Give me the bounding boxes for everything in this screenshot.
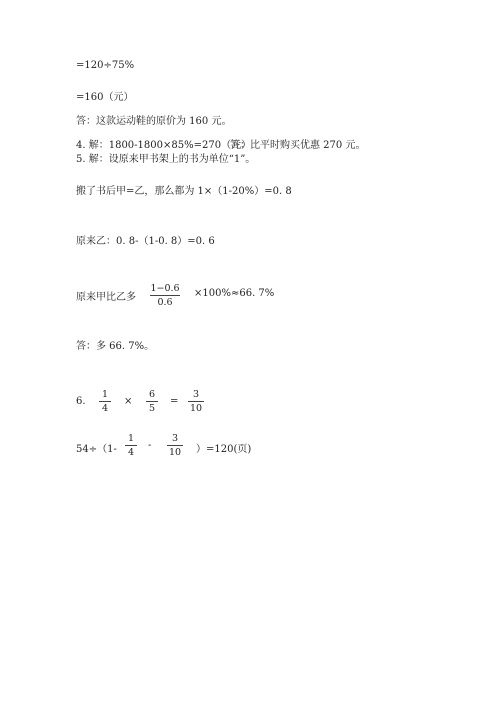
equation-line-1: =120÷75%: [76, 60, 135, 71]
fraction-bar: [125, 445, 137, 446]
fraction-numerator: 6: [148, 389, 156, 400]
fraction-10c: [188, 389, 204, 414]
fraction-bar: [150, 295, 180, 296]
fraction-numerator: 1−0.6: [150, 283, 180, 294]
fraction-denominator: 4: [127, 447, 135, 458]
equation-line-8-suffix: ×100%≈66. 7%: [194, 288, 275, 299]
fraction-denominator: 10: [168, 447, 182, 458]
equation-line-8-prefix: 原来甲比乙多: [76, 292, 136, 303]
equation-line-7: 原来乙：0. 8-（1-0. 8）=0. 6: [76, 236, 215, 247]
equation-line-11-prefix: 54÷（1-: [76, 444, 117, 455]
fraction-denominator: 5: [148, 403, 156, 414]
solution-5: 5. 解：设原来甲书架上的书为单位“1”。: [76, 154, 256, 165]
fraction-10a: [99, 389, 111, 414]
fraction-denominator: 10: [189, 403, 203, 414]
equation-line-6: 搬了书后甲=乙，那么都为 1×（1-20%）=0. 8: [76, 186, 292, 197]
fraction-denominator: 0.6: [157, 297, 173, 308]
minus-sign: -: [148, 440, 152, 451]
answer-line-9: 答：多 66. 7%。: [76, 341, 155, 352]
fraction-10b: [146, 389, 158, 414]
fraction-bar: [188, 401, 204, 402]
fraction-bar: [146, 401, 158, 402]
fraction-numerator: 1: [101, 389, 109, 400]
fraction-numerator: 1: [127, 433, 135, 444]
fraction-denominator: 4: [101, 403, 109, 414]
equals-sign: =: [170, 396, 179, 407]
fraction-8: [150, 283, 180, 308]
fraction-bar: [99, 401, 111, 402]
problem-6-number: 6.: [76, 396, 86, 407]
equation-line-2: =160（元）: [76, 92, 134, 103]
fraction-11a: [125, 433, 137, 458]
times-sign: ×: [124, 396, 133, 407]
fraction-11b: [167, 433, 183, 458]
fraction-bar: [167, 445, 183, 446]
answer-4: 答：比平时购买优惠 270 元。: [230, 140, 366, 151]
solution-4: 4. 解：1800-1800×85%=270（元）: [76, 140, 252, 151]
fraction-numerator: 3: [192, 389, 200, 400]
fraction-numerator: 3: [171, 433, 179, 444]
answer-line-3: 答：这款运动鞋的原价为 160 元。: [76, 116, 232, 127]
equation-line-11-suffix: ）=120(页): [196, 444, 252, 455]
